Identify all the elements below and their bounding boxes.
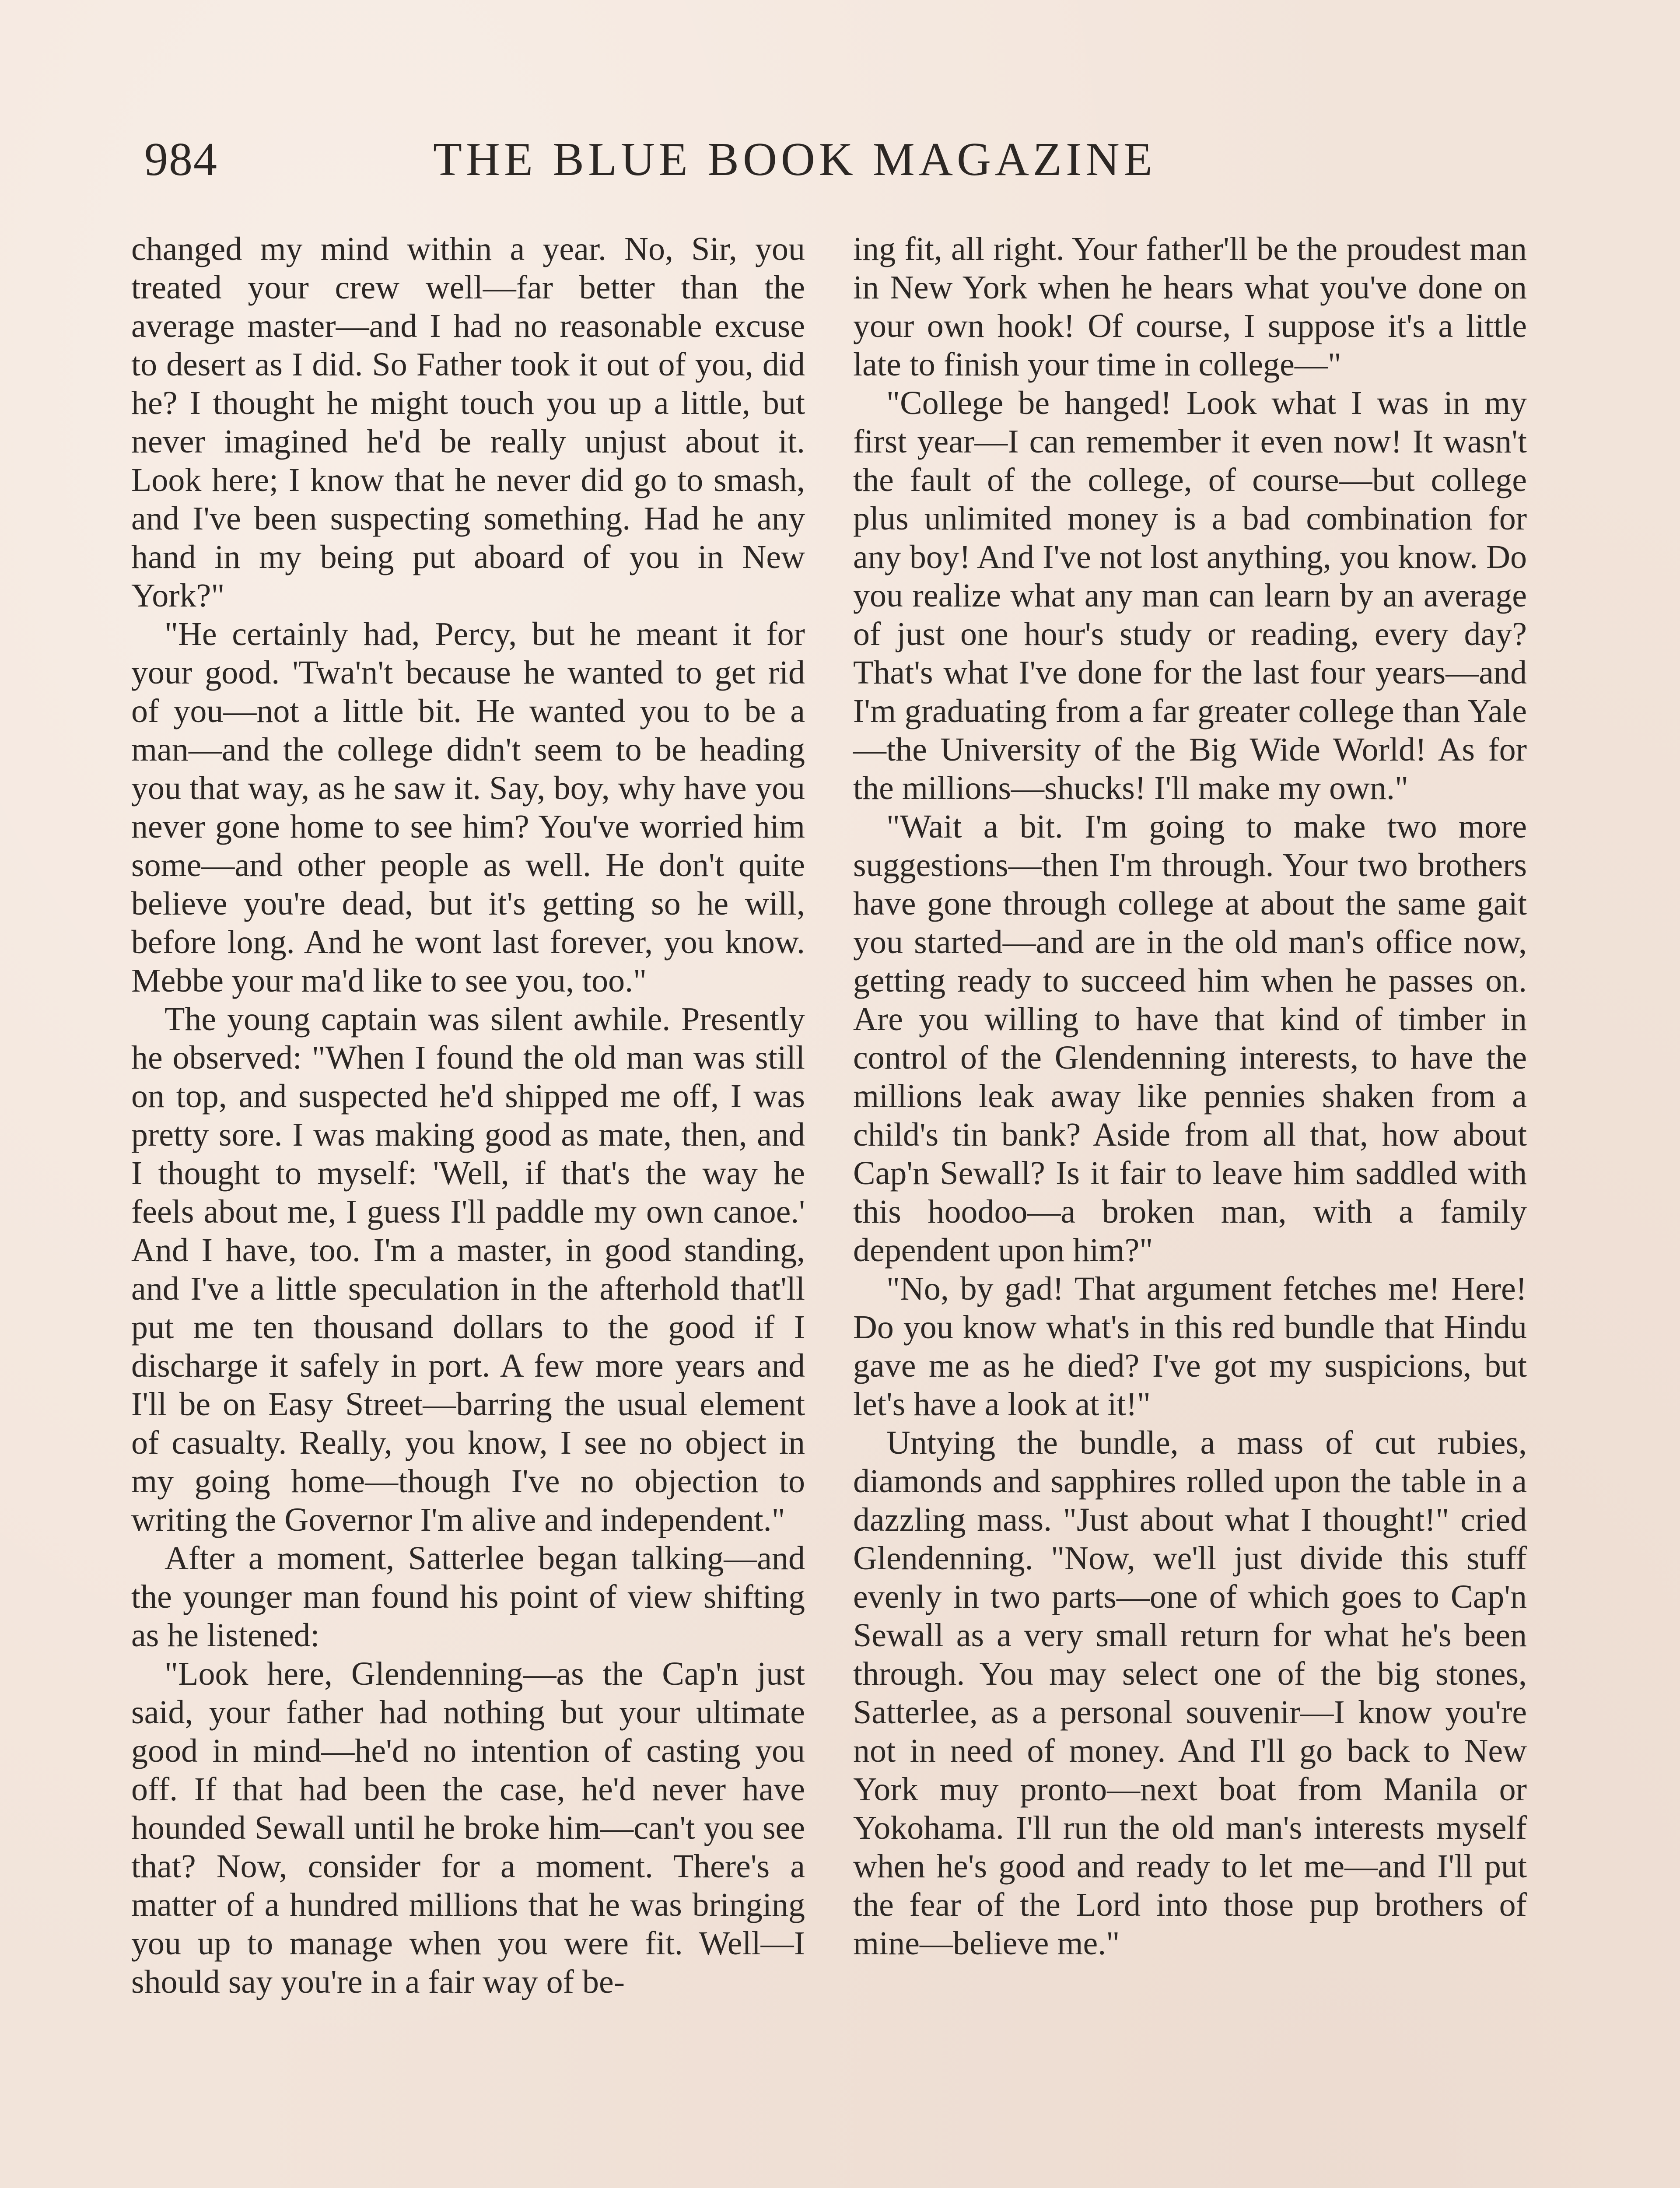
- magazine-title: THE BLUE BOOK MAGAZINE: [433, 133, 1156, 186]
- paragraph: ing fit, all right. Your father'll be the proudest man in New York when he hears what you've done on your own hook! Of course, I suppose it's a little late to finish your time in college—": [853, 231, 1527, 383]
- paragraph: "He certainly had, Percy, but he meant it for your good. 'Twa'n't because he wanted to get rid of you—not a little bit. He wanted you to be a man—and the college didn't seem to be heading you that way, as he saw it. Say, boy, why have you never gone home to see him? You've worried him some—and other people as well. He don't quite believe you're dead, but it's getting so he will, before long. And he wont last forever, you know. Mebbe your ma'd like to see you, too.": [131, 616, 805, 999]
- page-header: [144, 131, 1540, 188]
- paragraph: After a moment, Satterlee began talking—and the younger man found his point of view shifting as he listened:: [131, 1540, 805, 1654]
- paragraph: Untying the bundle, a mass of cut rubies, diamonds and sapphires rolled upon the table in a dazzling mass. "Just about what I thought!" cried Glendenning. "Now, we'll just divide this stuff evenly in two parts—one of which goes to Cap'n Sewall as a very small return for what he's been through. You may select one of the big stones, Satterlee, as a personal souvenir—I know you're not in need of money. And I'll go back to New York muy pronto—next boat from Manila or Yokohama. I'll run the old man's interests myself when he's good and ready to let me—and I'll put the fear of the Lord into those pup brothers of mine—believe me.": [853, 1424, 1527, 1962]
- paragraph: "Look here, Glendenning—as the Cap'n just said, your father had nothing but your ultimate good in mind—he'd no intention of casting you off. If that had been the case, he'd never have hounded Sewall until he broke him—can't you see that? Now, consider for a moment. There's a matter of a hundred millions that he was bringing you up to manage when you were fit. Well—I should say you're in a fair way of be-: [131, 1655, 805, 2000]
- paragraph: The young captain was silent awhile. Presently he observed: "When I found the old man was still on top, and suspected he'd shipped me off, I was pretty sore. I was making good as mate, then, and I thought to myself: 'Well, if that's the way he feels about me, I guess I'll paddle my own canoe.' And I have, too. I'm a master, in good standing, and I've a little speculation in the afterhold that'll put me ten thousand dollars to the good if I discharge it safely in port. A few more years and I'll be on Easy Street—barring the usual element of casualty. Really, you know, I see no object in my going home—though I've no objection to writing the Governor I'm alive and independent.": [131, 1001, 805, 1538]
- page-number: 984: [144, 133, 218, 186]
- paragraph: "No, by gad! That argument fetches me! Here! Do you know what's in this red bundle that Hindu gave me as he died? I've got my suspicions, but let's have a look at it!": [853, 1270, 1527, 1423]
- text-column-right: [853, 230, 1527, 1963]
- paragraph: changed my mind within a year. No, Sir, you treated your crew well—far better than the average master—and I had no reasonable excuse to desert as I did. So Father took it out of you, did he? I thought he might touch you up a little, but never imagined he'd be really unjust about it. Look here; I know that he never did go to smash, and I've been suspecting something. Had he any hand in my being put aboard of you in New York?": [131, 231, 805, 614]
- text-column-left: [131, 230, 805, 2001]
- paragraph: "Wait a bit. I'm going to make two more suggestions—then I'm through. Your two brothers have gone through college at about the same gait you started—and are in the old man's office now, getting ready to succeed him when he passes on. Are you willing to have that kind of timber in control of the Glendenning interests, to have the millions leak away like pennies shaken from a child's tin bank? Aside from all that, how about Cap'n Sewall? Is it fair to leave him saddled with this hoodoo—a broken man, with a family dependent upon him?": [853, 808, 1527, 1269]
- paragraph: "College be hanged! Look what I was in my first year—I can remember it even now! It wasn't the fault of the college, of course—but college plus unlimited money is a bad combination for any boy! And I've not lost anything, you know. Do you realize what any man can learn by an average of just one hour's study or reading, every day? That's what I've done for the last four years—and I'm graduating from a far greater college than Yale—the University of the Big Wide World! As for the millions—shucks! I'll make my own.": [853, 385, 1527, 806]
